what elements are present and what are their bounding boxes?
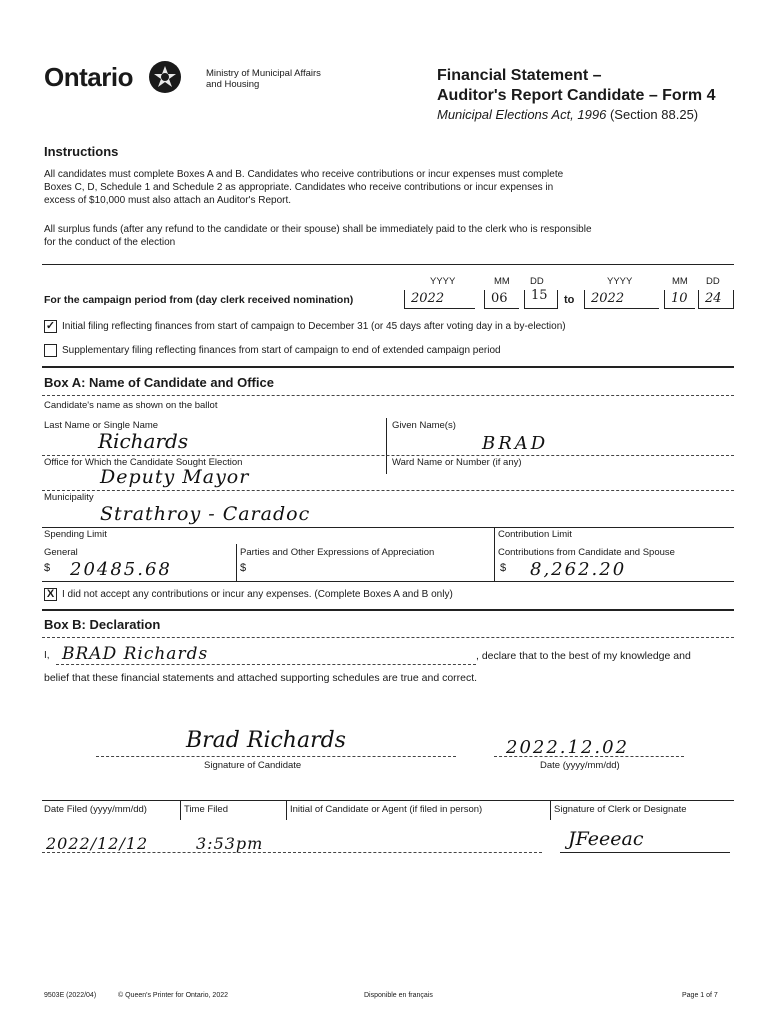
box-a-heading: Box A: Name of Candidate and Office <box>44 375 274 390</box>
divider <box>42 581 734 582</box>
dollar-sign: $ <box>44 562 51 574</box>
office-label: Office for Which the Candidate Sought Election <box>44 457 243 468</box>
general-label: General <box>44 547 78 558</box>
date-label: Date (yyyy/mm/dd) <box>540 760 620 771</box>
municipality-field[interactable]: Strathroy - Caradoc <box>100 503 311 525</box>
dollar-sign: $ <box>240 562 247 574</box>
box-a-divider <box>42 366 734 368</box>
dollar-sign: $ <box>500 562 507 574</box>
campaign-period-label: For the campaign period from (day clerk received nomination) <box>44 294 354 306</box>
to-month-field[interactable]: 10 <box>664 290 695 309</box>
from-year-field[interactable]: 2022 <box>404 290 475 309</box>
given-name-field[interactable]: BRAD <box>482 433 549 454</box>
instructions-paragraph-2: All surplus funds (after any refund to the candidate or their spouse) shall be immediately paid to the clerk who is responsible for the conduct of the election <box>44 224 592 248</box>
from-month-field[interactable]: 06 <box>484 290 519 309</box>
to-label: to <box>564 294 575 306</box>
divider <box>42 455 734 456</box>
declaration-text-2: belief that these financial statements and attached supporting schedules are true and correct. <box>44 672 478 684</box>
divider <box>42 637 734 638</box>
to-month-label: MM <box>672 276 688 287</box>
divider <box>96 756 456 757</box>
trillium-logo-icon <box>148 60 182 94</box>
initial-label: Initial of Candidate or Agent (if filed in person) <box>290 804 483 815</box>
divider <box>42 395 734 396</box>
printer-credit: © Queen's Printer for Ontario, 2022 <box>118 992 228 999</box>
divider <box>494 527 495 581</box>
office-field[interactable]: Deputy Mayor <box>100 466 250 488</box>
divider <box>550 800 551 820</box>
signature-label: Signature of Candidate <box>204 760 302 771</box>
contribution-limit-label: Contribution Limit <box>498 529 572 540</box>
form-title: Financial Statement – Auditor's Report Candidate – Form 4 <box>437 67 716 104</box>
act-reference: Municipal Elections Act, 1996 (Section 88.25) <box>437 107 699 122</box>
ministry-name: Ministry of Municipal Affairs and Housing <box>206 68 321 90</box>
supplementary-filing-checkbox[interactable] <box>44 344 57 357</box>
contributions-candidate-label: Contributions from Candidate and Spouse <box>498 547 675 558</box>
to-day-label: DD <box>706 276 720 287</box>
ontario-logo-word: Ontario <box>44 62 133 92</box>
instructions-paragraph-1: All candidates must complete Boxes A and B. Candidates who receive contributions or incur expenses must complete Boxes C, D, Schedule 1 and Schedule 2 as appropriate. Candidates who receive contributions or incur expenses in excess of $10,000 must also attach an Auditor's Report. <box>44 169 564 206</box>
date-filed-label: Date Filed (yyyy/mm/dd) <box>44 804 147 815</box>
supplementary-filing-label: Supplementary filing reflecting finances from start of campaign to end of extended campaign period <box>62 345 501 356</box>
ward-label: Ward Name or Number (if any) <box>392 457 522 468</box>
divider <box>42 527 734 528</box>
declaration-i: I, <box>44 650 50 661</box>
municipality-label: Municipality <box>44 492 94 503</box>
divider <box>180 800 181 820</box>
page-number: Page 1 of 7 <box>682 992 718 999</box>
declarant-name-field[interactable]: BRAD Richards <box>62 644 209 664</box>
given-name-label: Given Name(s) <box>392 420 456 431</box>
to-day-field[interactable]: 24 <box>698 290 734 309</box>
divider <box>236 544 237 581</box>
general-spending-field[interactable]: 20485.68 <box>70 559 172 580</box>
divider <box>42 264 734 265</box>
to-year-label: YYYY <box>607 276 633 287</box>
parties-label: Parties and Other Expressions of Appreciation <box>240 547 435 558</box>
divider <box>560 852 730 853</box>
last-name-label: Last Name or Single Name <box>44 420 159 431</box>
no-contributions-label: I did not accept any contributions or incur any expenses. (Complete Boxes A and B only) <box>62 589 453 600</box>
candidate-signature: Brad Richards <box>186 728 346 753</box>
clerk-signature: JFeeeac <box>568 828 644 850</box>
declaration-date-field[interactable]: 2022.12.02 <box>506 737 630 758</box>
date-filed-field[interactable]: 2022/12/12 <box>46 834 149 853</box>
contribution-limit-field[interactable]: 8,262.20 <box>530 559 627 580</box>
from-day-field[interactable]: 15 <box>524 290 558 309</box>
declaration-text: , declare that to the best of my knowledge and <box>476 650 691 662</box>
divider <box>286 800 287 820</box>
instructions-heading: Instructions <box>44 144 119 159</box>
french-link[interactable]: Disponible en français <box>364 992 433 999</box>
last-name-field[interactable]: Richards <box>98 429 189 453</box>
from-month-label: MM <box>494 276 510 287</box>
box-b-heading: Box B: Declaration <box>44 617 161 632</box>
no-contributions-checkbox[interactable]: X <box>44 588 57 601</box>
divider <box>42 490 734 491</box>
box-b-divider <box>42 609 734 611</box>
to-year-field[interactable]: 2022 <box>584 290 659 309</box>
divider <box>56 664 476 665</box>
initial-filing-checkbox[interactable]: ✓ <box>45 320 56 332</box>
time-filed-label: Time Filed <box>184 804 228 815</box>
form-number: 9503E (2022/04) <box>44 992 97 999</box>
time-filed-field[interactable]: 3:53pm <box>196 834 264 853</box>
divider <box>42 852 542 853</box>
divider <box>386 418 387 474</box>
from-day-label: DD <box>530 276 544 287</box>
divider <box>42 800 734 801</box>
initial-filing-label: Initial filing reflecting finances from start of campaign to December 31 (or 45 days after voting day in a by-election) <box>62 321 566 332</box>
ballot-name-label: Candidate's name as shown on the ballot <box>44 400 218 411</box>
from-year-label: YYYY <box>430 276 456 287</box>
spending-limit-label: Spending Limit <box>44 529 107 540</box>
clerk-signature-label: Signature of Clerk or Designate <box>554 804 687 815</box>
divider <box>494 756 684 757</box>
